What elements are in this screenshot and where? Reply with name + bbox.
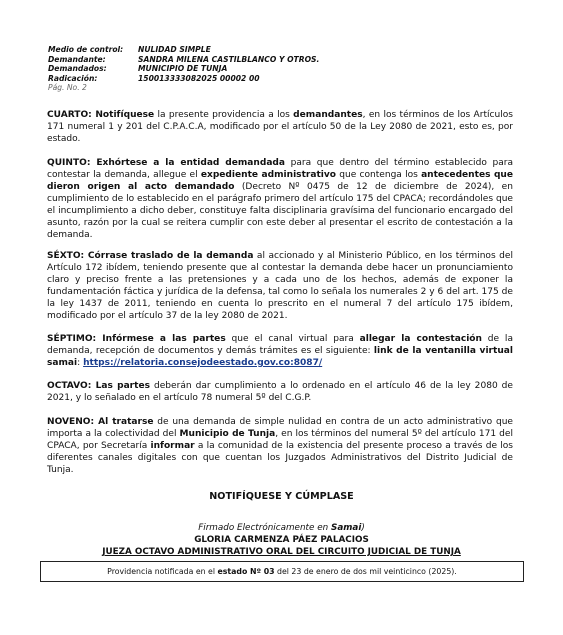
cuarto-text-2: , en los términos de los Artículos 171 numeral 1 y 201 del C.P.A.C.A, modificado por el artículo 50 de la Ley 2080 de 2021, esto es, por estado. — [47, 110, 513, 144]
header-row-medio — [48, 45, 319, 55]
sexto-text: al accionado y al Ministerio Público, en los términos del Artículo 172 ibídem, teniendo presente que al contestar la demanda debe hacer un pronunciamiento claro y preciso frente a las pretensiones y a cada uno de los hechos, además de exponer la fundamentación fáctica y jurídica de la defensa, tal como lo señala los numerales 2 y 6 del art. 175 de la ley 1437 de 2011, teniendo en cuenta lo prescrito en el numeral 7 del artículo 175 ibídem, modificado por el artículo 37 de la ley 2080 de 2021. — [47, 251, 513, 321]
paragraph-cuarto — [47, 109, 513, 145]
signature-title: JUEZA OCTAVO ADMINISTRATIVO ORAL DEL CIRCUITO JUDICIAL DE TUNJA — [102, 547, 461, 557]
case-header — [48, 45, 319, 93]
sexto-heading: SÉXTO: Córrase traslado de la demanda — [47, 251, 254, 261]
quinto-heading: QUINTO: Exhórtese a la entidad demandada — [47, 158, 286, 168]
medio-label: Medio de control: — [48, 45, 124, 54]
noveno-text-3: a la comunidad de la existencia del presente proceso a través de los diferentes canales digitales con que cuentan los Juzgados Administrativos del Distrito Judicial de Tunja. — [47, 441, 513, 475]
noveno-text-1: de una demanda de simple nulidad en contra de un acto administrativo que importa a la colectividad del — [47, 417, 513, 439]
quinto-text-2: que contenga los — [336, 170, 422, 180]
noveno-heading: NOVENO: Al tratarse — [47, 417, 154, 427]
demandante-label: Demandante: — [48, 54, 106, 64]
noveno-bold-municipio: Municipio de Tunja — [179, 429, 276, 439]
septimo-text-2: de la demanda, recepción de documentos y demás trámites es el siguiente: — [47, 334, 513, 356]
radicacion-label: Radicación: — [48, 73, 98, 83]
quinto-text-3: (Decreto Nº 0475 de 12 de diciembre de 2024), en cumplimiento de lo establecido en el parágrafo primero del artículo 175 del CPACA; recordándoles que el incumplimiento a dicho deber, constituye falta disciplinaria gravísima del funcionario encargado del asunto, razón por la cual se reitera cumplir con este deber al presentar el escrito de contestación a la demanda. — [47, 182, 513, 240]
closing-notifiquese: NOTIFÍQUESE Y CÚMPLASE — [209, 491, 354, 502]
paragraph-quinto — [47, 157, 513, 241]
notification-footer-box — [40, 561, 524, 582]
radicacion-value: 150013333082025 00002 00 — [138, 73, 260, 83]
signature-name: GLORIA CARMENZA PÁEZ PALACIOS — [194, 535, 369, 545]
footer-estado: estado Nº 03 — [217, 567, 275, 576]
signature-firmado-prefix: Firmado Electrónicamente en — [198, 523, 331, 533]
footer-text-1: Providencia notificada en el — [107, 567, 218, 576]
cuarto-heading: CUARTO: Notifíquese — [47, 110, 155, 120]
octavo-text: deberán dar cumplimiento a lo ordenado en el artículo 46 de la ley 2080 de 2021, y lo señalado en el artículo 78 numeral 5º del C.G.P. — [47, 381, 513, 403]
noveno-bold-informar: informar — [150, 441, 195, 451]
septimo-heading: SÉPTIMO: Infórmese a las partes — [47, 334, 226, 344]
medio-value: NULIDAD SIMPLE — [138, 45, 211, 54]
quinto-bold-antecedentes: antecedentes que dieron origen al acto demandado — [47, 170, 514, 192]
signature-samai: Samai — [330, 523, 362, 533]
signature-firmado-suffix: ) — [361, 523, 365, 533]
header-row-demandados — [48, 64, 319, 74]
paragraph-noveno — [47, 416, 513, 476]
paragraph-septimo — [47, 333, 513, 369]
page-number: Pág. No. 2 — [48, 83, 87, 93]
footer-text-2: del 23 de enero de dos mil veinticinco (2025). — [274, 567, 457, 576]
paragraph-sexto — [47, 250, 513, 322]
demandados-value: MUNICIPIO DE TUNJA — [138, 64, 228, 74]
paragraph-octavo — [47, 380, 513, 404]
quinto-text-1: para que dentro del término establecido para contestar la demanda, allegue el — [47, 158, 513, 180]
cuarto-bold-demandantes: demandantes — [293, 110, 363, 120]
samai-link[interactable]: https://relatoria.consejodeestado.gov.co:8087/ — [83, 358, 323, 368]
septimo-text-1: que el canal virtual para — [225, 334, 360, 344]
septimo-text-3: : — [77, 358, 84, 368]
header-row-demandante — [48, 55, 319, 65]
septimo-bold-contestacion: allegar la contestación — [359, 334, 482, 344]
header-row-radicacion — [48, 74, 319, 84]
demandante-value: SANDRA MILENA CASTILBLANCO Y OTROS. — [138, 54, 320, 64]
noveno-text-2: , en los términos del numeral 5º del artículo 171 del CPACA, por Secretaría — [47, 429, 513, 451]
octavo-heading: OCTAVO: Las partes — [47, 381, 150, 391]
cuarto-text-1: la presente providencia a los — [154, 110, 294, 120]
demandados-label: Demandados: — [48, 64, 107, 74]
septimo-bold-link-label: link de la ventanilla virtual samai — [47, 346, 513, 368]
signature-electronic-line — [0, 523, 563, 533]
quinto-bold-expediente: expediente administrativo — [200, 170, 336, 180]
